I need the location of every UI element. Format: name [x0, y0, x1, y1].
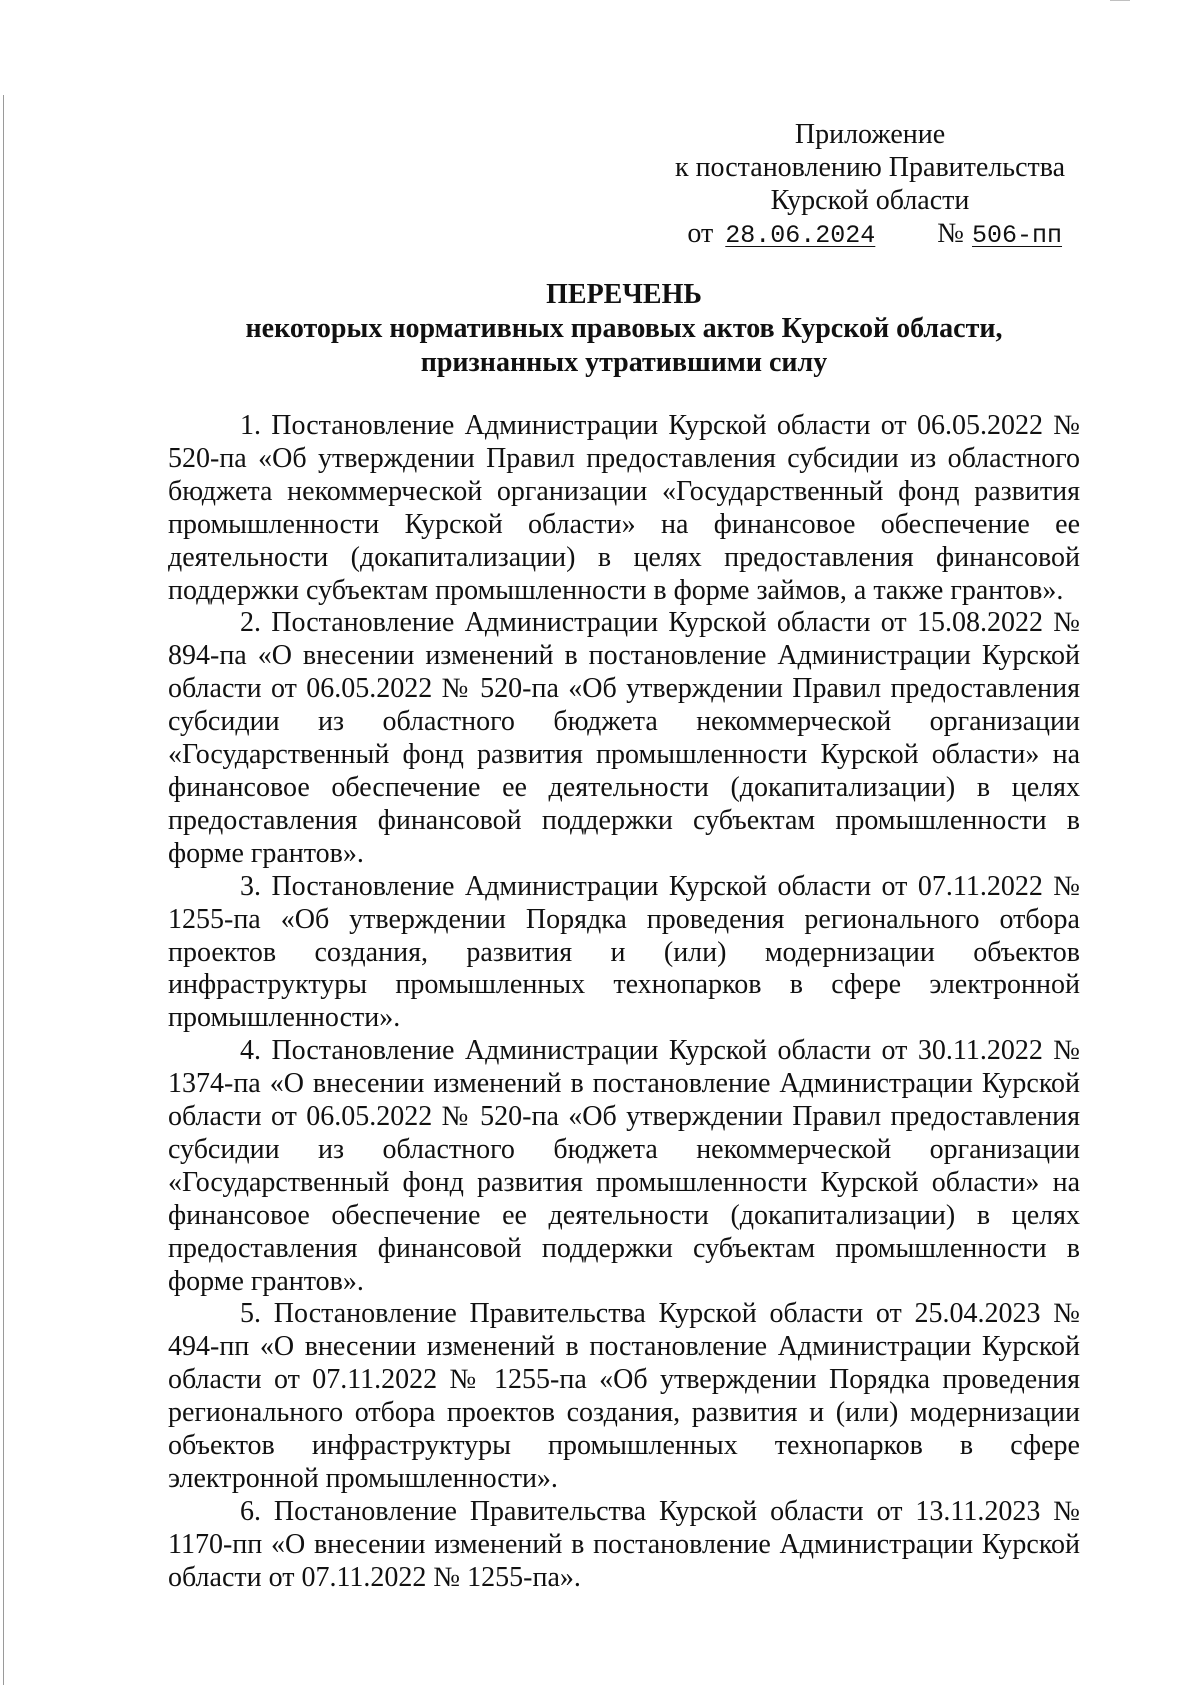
- number-prefix: №: [937, 218, 964, 249]
- appendix-label: Приложение: [794, 119, 946, 150]
- list-item: 1. Постановление Администрации Курской области от 06.05.2022 № 520-па «Об утверждении Правил предоставления субсидии из областного бюджета некоммерческой организации «Государственный фонд развития промышленности Курской области» на финансовое обеспечение ее деятельности (докапитализации) в целях предоставления финансовой поддержки субъектам промышленности в форме займов, а также грантов».: [168, 410, 1080, 606]
- list-item: 5. Постановление Правительства Курской области от 25.04.2023 № 494-пп «О внесении изменений в постановление Администрации Курской области от 07.11.2022 № 1255-па «Об утверждении Порядка проведения регионального отбора проектов создания, развития и (или) модернизации объектов инфраструктуры промышленных технопарков в сфере электронной промышленности».: [168, 1298, 1080, 1494]
- list-item: 3. Постановление Администрации Курской области от 07.11.2022 № 1255-па «Об утверждении Порядка проведения регионального отбора проектов создания, развития и (или) модернизации объектов инфраструктуры промышленных технопарков в сфере электронной промышленности».: [168, 870, 1080, 1034]
- title-sub-line-1: некоторых нормативных правовых актов Курской области,: [245, 313, 1003, 344]
- list-item: 4. Постановление Администрации Курской области от 30.11.2022 № 1374-па «О внесении изменений в постановление Администрации Курской области от 06.05.2022 № 520-па «Об утверждении Правил предоставления субсидии из областного бюджета некоммерческой организации «Государственный фонд развития промышленности Курской области» на финансовое обеспечение ее деятельности (докапитализации) в целях предоставления финансовой поддержки субъектам промышленности в форме грантов».: [168, 1035, 1080, 1297]
- scan-edge-line: [3, 95, 4, 1685]
- title-sub-line-2: признанных утратившими силу: [420, 347, 828, 378]
- appendix-header: [650, 118, 1090, 252]
- date-prefix: от: [687, 218, 714, 249]
- list-item: 2. Постановление Администрации Курской области от 15.08.2022 № 894-па «О внесении изменений в постановление Администрации Курской области от 06.05.2022 № 520-па «Об утверждении Правил предоставления субсидии из областного бюджета некоммерческой организации «Государственный фонд развития промышленности Курской области» на финансовое обеспечение ее деятельности (докапитализации) в целях предоставления финансовой поддержки субъектам промышленности в форме грантов».: [168, 607, 1080, 869]
- title-main: ПЕРЕЧЕНЬ: [546, 279, 702, 310]
- appendix-date-number: [650, 217, 1090, 252]
- document-body: [168, 410, 1080, 1595]
- appendix-region: Курской области: [770, 185, 970, 216]
- scan-mark: [1110, 0, 1130, 1]
- resolution-number: 506-пп: [972, 221, 1063, 250]
- list-item: 6. Постановление Правительства Курской области от 13.11.2023 № 1170-пп «О внесении изменений в постановление Администрации Курской области от 07.11.2022 № 1255-па».: [168, 1495, 1080, 1593]
- document-title: [168, 278, 1080, 380]
- resolution-date: 28.06.2024: [725, 221, 876, 250]
- appendix-reference: к постановлению Правительства: [674, 152, 1066, 183]
